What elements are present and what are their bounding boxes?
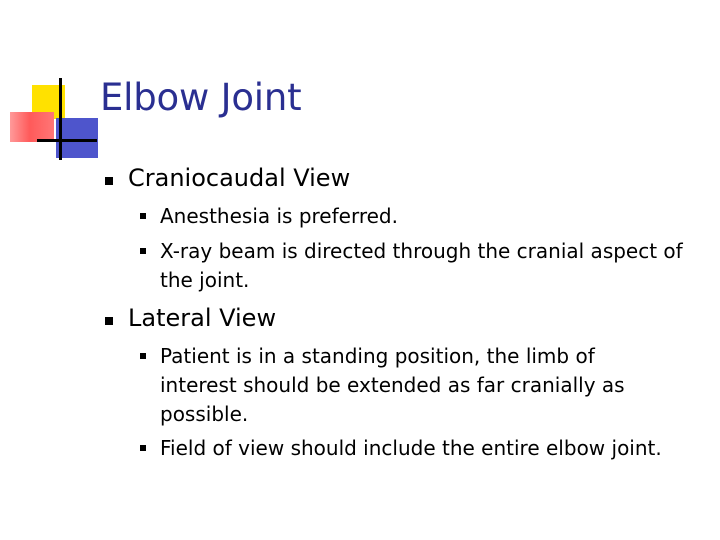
section-heading-craniocaudal: Craniocaudal View	[128, 164, 351, 192]
point-text: Anesthesia is preferred.	[160, 204, 398, 228]
section-bullet	[105, 317, 113, 325]
point-text: X-ray beam is directed through the cranial aspect of the joint.	[160, 239, 683, 292]
section-bullet	[105, 177, 113, 185]
slide-title: Elbow Joint	[100, 76, 302, 119]
section-heading-lateral: Lateral View	[128, 304, 277, 332]
point-bullet	[140, 353, 146, 359]
point-text: Patient is in a standing position, the limb of interest should be extended as far cranially as possible.	[160, 344, 625, 426]
point-bullet	[140, 248, 146, 254]
point-bullet	[140, 445, 146, 451]
point-bullet	[140, 213, 146, 219]
point-text: Field of view should include the entire elbow joint.	[160, 436, 662, 460]
